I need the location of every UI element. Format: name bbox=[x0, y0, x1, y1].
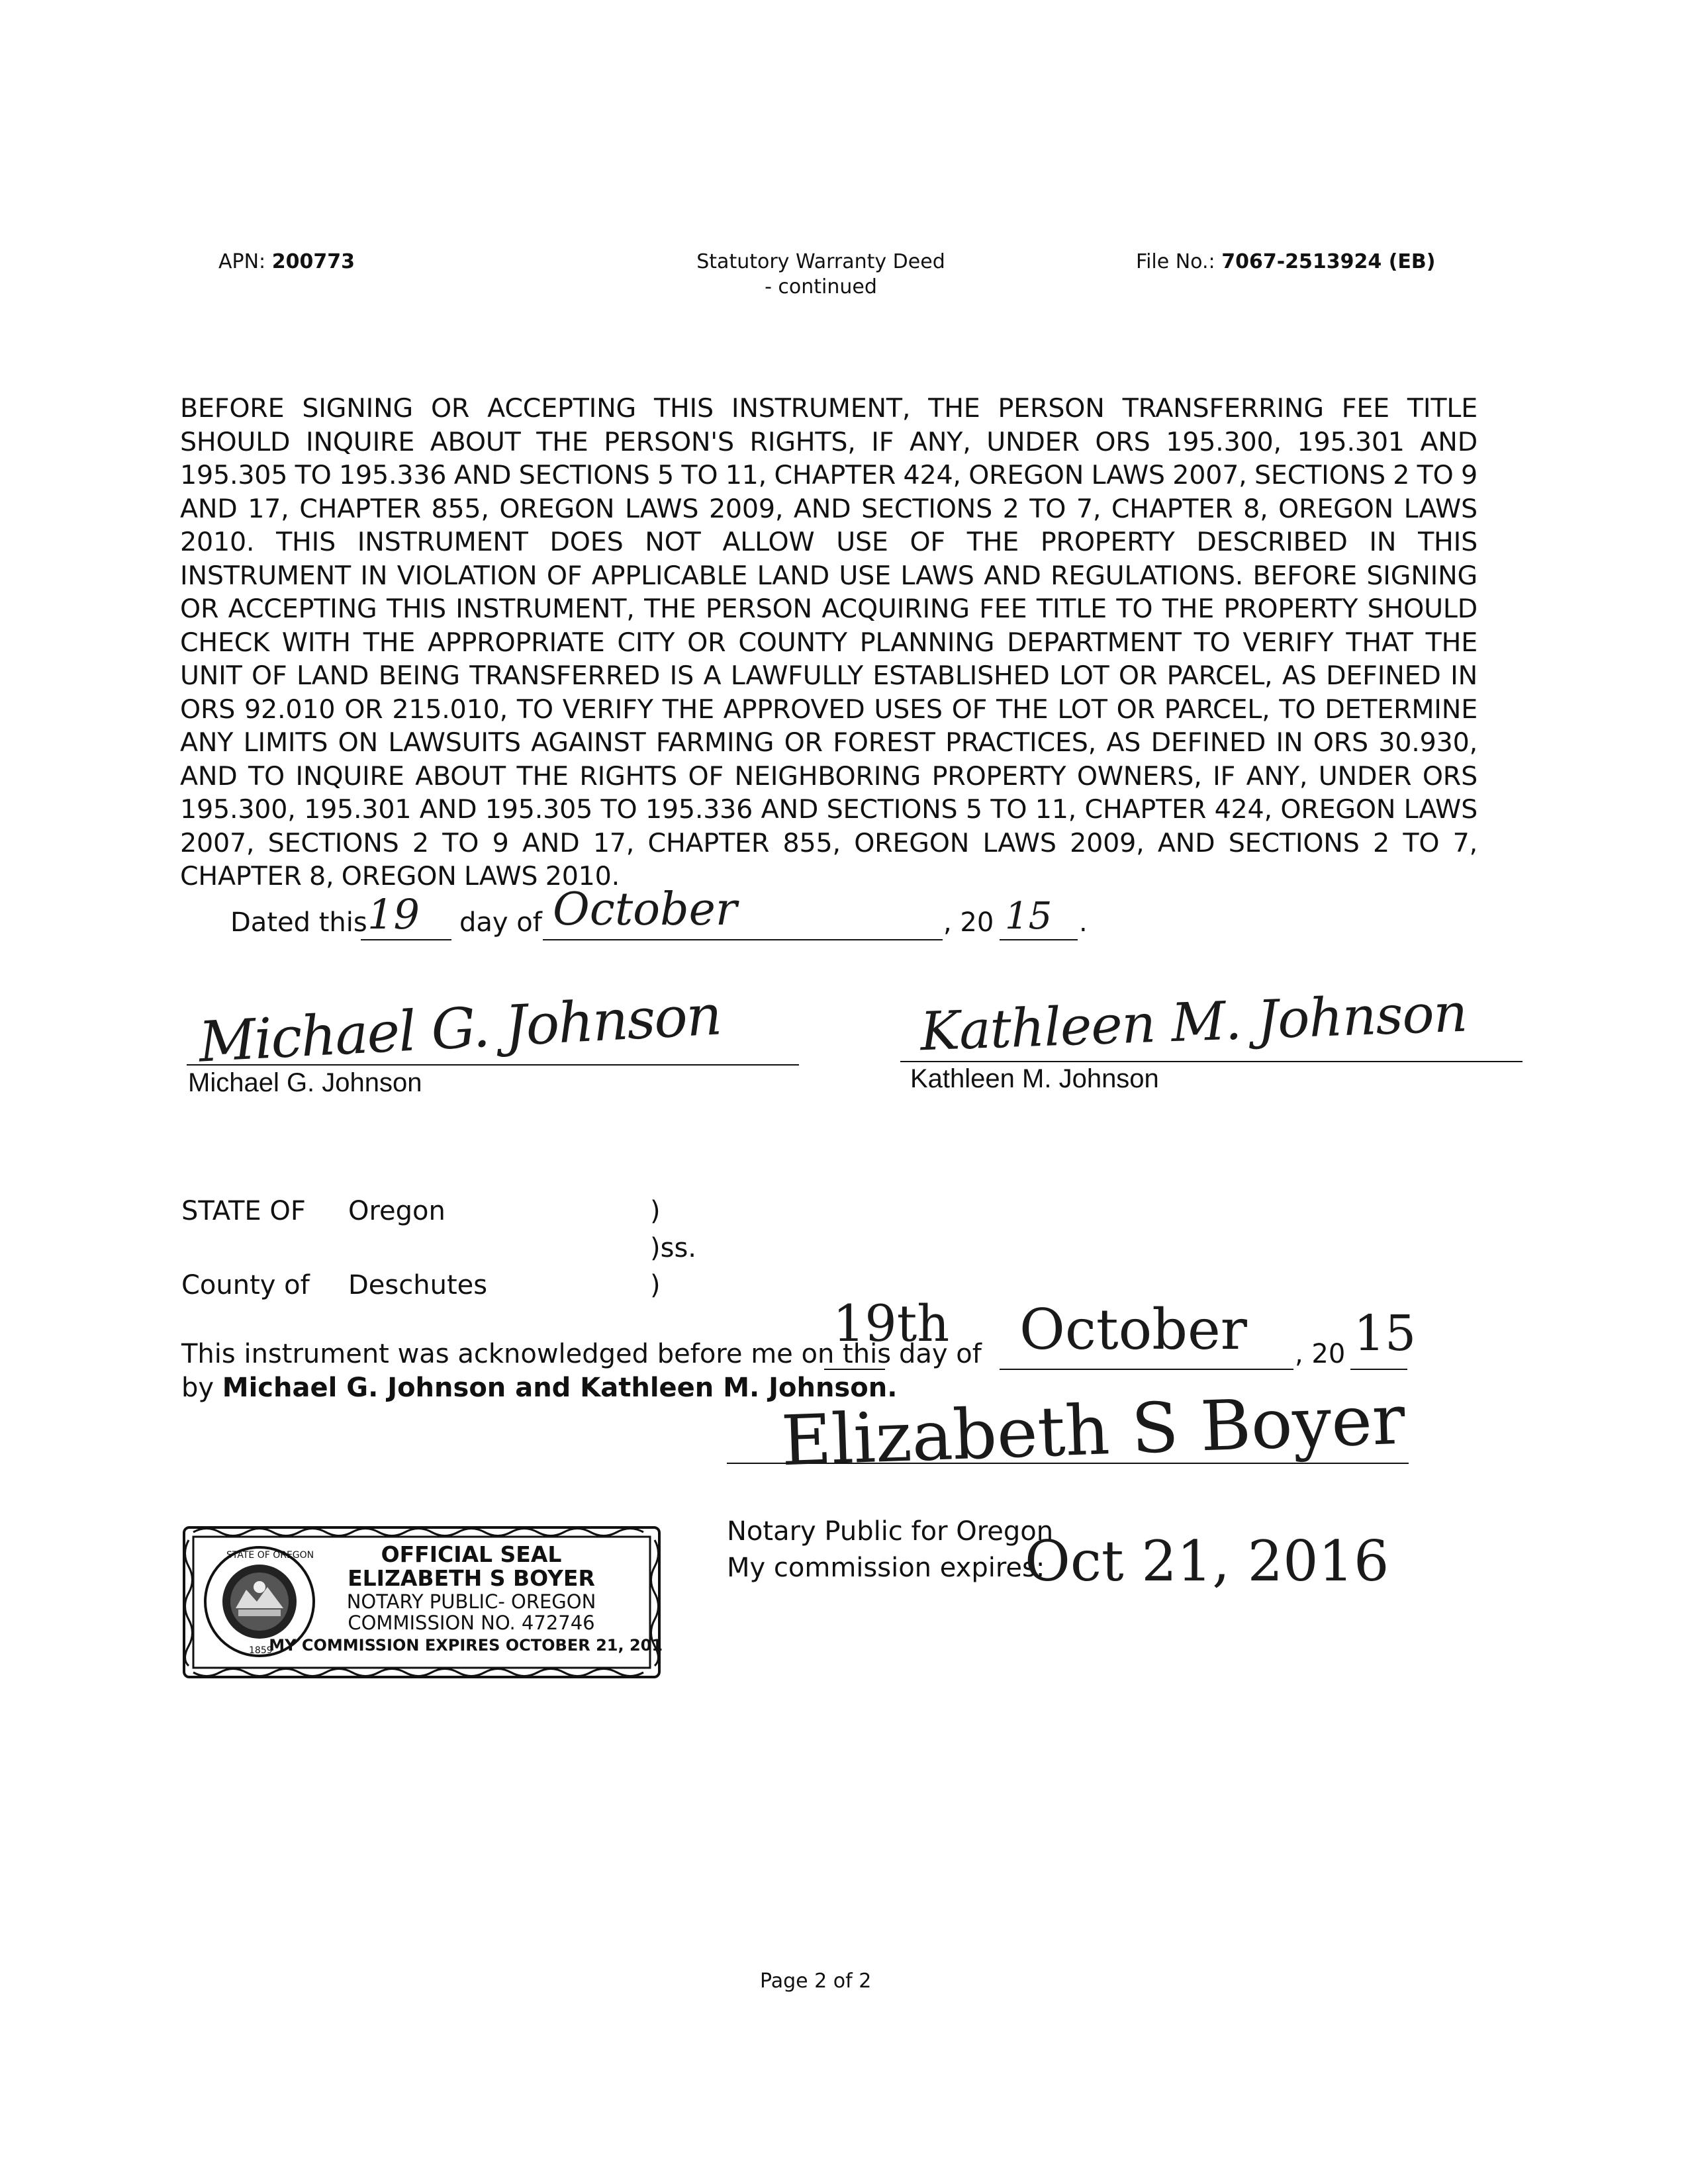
dated-day-blank bbox=[361, 939, 451, 940]
file-value: 7067-2513924 (EB) bbox=[1221, 250, 1436, 273]
signature-2: Kathleen M. Johnson bbox=[919, 981, 1468, 1063]
ack-by-names: Michael G. Johnson and Kathleen M. Johnson. bbox=[222, 1373, 898, 1403]
ors-disclaimer-paragraph: BEFORE SIGNING OR ACCEPTING THIS INSTRUMENT, THE PERSON TRANSFERRING FEE TITLE SHOULD INQUIRE ABOUT THE PERSON'S RIGHTS, IF ANY, UNDER ORS 195.300, 195.301 AND 195.305 TO 195.336 AND SECTIONS 5 TO 11, CHAPTER 424, OREGON LAWS 2007, SECTIONS 2 TO 9 AND 17, CHAPTER 855, OREGON LAWS 2009, AND SECTIONS 2 TO 7, CHAPTER 8, OREGON LAWS 2010. THIS INSTRUMENT DOES NOT ALLOW USE OF THE PROPERTY DESCRIBED IN THIS INSTRUMENT IN VIOLATION OF APPLICABLE LAND USE LAWS AND REGULATIONS. BEFORE SIGNING OR ACCEPTING THIS INSTRUMENT, THE PERSON ACQUIRING FEE TITLE TO THE PROPERTY SHOULD CHECK WITH THE APPROPRIATE CITY OR COUNTY PLANNING DEPARTMENT TO VERIFY THAT THE UNIT OF LAND BEING TRANSFERRED IS A LAWFULLY ESTABLISHED LOT OR PARCEL, AS DEFINED IN ORS 92.010 OR 215.010, TO VERIFY THE APPROVED USES OF THE LOT OR PARCEL, TO DETERMINE ANY LIMITS ON LAWSUITS AGAINST FARMING OR FOREST PRACTICES, AS DEFINED IN ORS 30.930, AND TO INQUIRE ABOUT THE RIGHTS OF NEIGHBORING PROPERTY OWNERS, IF ANY, UNDER ORS 195.300, 195.301 AND 195.305 TO 195.336 AND SECTIONS 5 TO 11, CHAPTER 424, OREGON LAWS 2007, SECTIONS 2 TO 9 AND 17, CHAPTER 855, OREGON LAWS 2009, AND SECTIONS 2 TO 7, CHAPTER 8, OREGON LAWS 2010. bbox=[180, 393, 1477, 891]
ack-year-handwritten: 15 bbox=[1354, 1305, 1417, 1362]
document-title-line1: Statutory Warranty Deed bbox=[696, 250, 945, 273]
county-value: Deschutes bbox=[348, 1270, 488, 1300]
dated-month-handwritten: October bbox=[553, 884, 737, 936]
venue-ss: )ss. bbox=[650, 1233, 696, 1263]
county-label: County of bbox=[181, 1270, 310, 1300]
file-label: File No.: bbox=[1136, 250, 1215, 273]
state-value: Oregon bbox=[348, 1196, 445, 1226]
official-seal bbox=[180, 1524, 663, 1681]
signature-line-2 bbox=[900, 1061, 1523, 1062]
venue-paren-1: ) bbox=[650, 1196, 661, 1226]
ack-year-prefix: , 20 bbox=[1295, 1339, 1346, 1369]
dated-end: . bbox=[1079, 907, 1088, 938]
dated-year-prefix: , 20 bbox=[943, 907, 994, 938]
document-title bbox=[688, 249, 953, 300]
page-number: Page 2 of 2 bbox=[760, 1970, 872, 1993]
acknowledgment-text: This instrument was acknowledged before me on this bbox=[181, 1339, 892, 1369]
ack-month-handwritten: October bbox=[1019, 1297, 1247, 1362]
signer-1-name: Michael G. Johnson bbox=[188, 1068, 422, 1097]
dated-prefix: Dated this bbox=[230, 907, 367, 938]
ack-year-blank bbox=[1350, 1369, 1407, 1370]
commission-expiry-handwritten: Oct 21, 2016 bbox=[1025, 1529, 1389, 1594]
ack-by-line bbox=[181, 1372, 897, 1404]
dated-year-blank bbox=[1000, 939, 1078, 940]
seal-line-5: MY COMMISSION EXPIRES OCTOBER 21, 2016 bbox=[269, 1636, 663, 1655]
emblem-year: 1859 bbox=[249, 1645, 273, 1656]
signature-1: Michael G. Johnson bbox=[197, 982, 723, 1075]
dated-year-handwritten: 15 bbox=[1005, 895, 1053, 938]
seal-line-4: COMMISSION NO. 472746 bbox=[348, 1612, 595, 1634]
ack-day-of: day of bbox=[899, 1339, 982, 1369]
notary-title: Notary Public for Oregon bbox=[727, 1516, 1054, 1547]
dated-month-blank bbox=[543, 939, 943, 940]
ack-day-blank bbox=[824, 1369, 885, 1370]
dated-day-handwritten: 19 bbox=[367, 890, 420, 938]
ack-by-prefix: by bbox=[181, 1373, 214, 1403]
venue-paren-3: ) bbox=[650, 1270, 661, 1300]
dated-day-of: day of bbox=[459, 907, 542, 938]
signer-2-name: Kathleen M. Johnson bbox=[910, 1064, 1159, 1093]
seal-line-2: ELIZABETH S BOYER bbox=[348, 1565, 595, 1591]
seal-line-3: NOTARY PUBLIC- OREGON bbox=[346, 1590, 596, 1613]
seal-line-1: OFFICIAL SEAL bbox=[381, 1541, 562, 1567]
apn-label: APN: bbox=[218, 250, 266, 273]
ack-day-handwritten: 19th bbox=[833, 1294, 950, 1353]
file-number bbox=[1136, 249, 1436, 275]
official-seal-graphic bbox=[180, 1524, 663, 1681]
notary-signature: Elizabeth S Boyer bbox=[780, 1379, 1407, 1482]
apn bbox=[218, 249, 355, 275]
document-title-line2: - continued bbox=[765, 275, 877, 298]
emblem-top-text: STATE OF OREGON bbox=[226, 1550, 314, 1561]
state-label: STATE OF bbox=[181, 1196, 306, 1226]
apn-value: 200773 bbox=[271, 250, 355, 273]
commission-label: My commission expires: bbox=[727, 1553, 1045, 1583]
ack-month-blank bbox=[1000, 1369, 1293, 1370]
